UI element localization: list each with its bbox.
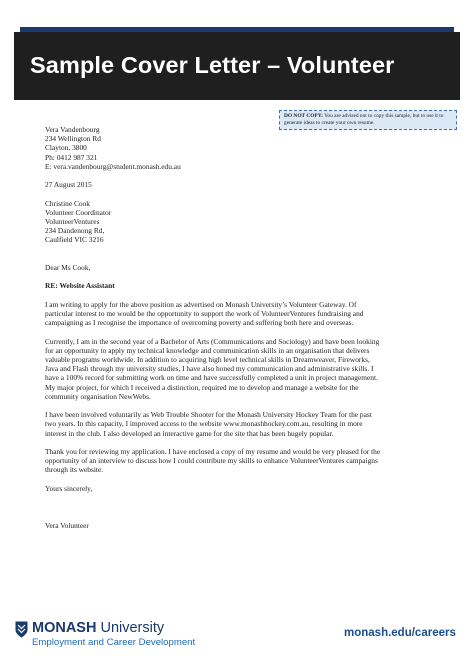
- salutation: Dear Ms Cook,: [45, 262, 91, 272]
- para-3-line-2: two years. In this capacity, I improved access to the website www.monashhockey.com.au, resulting in more: [45, 419, 363, 429]
- top-band: [0, 0, 474, 27]
- recipient-org: VolunteerVentures: [45, 217, 100, 226]
- recipient-name: Christine Cook: [45, 198, 90, 208]
- para-2-line-4: Java and Flash through my university studies, I have also honed my communication and administrative skills. I: [45, 364, 374, 374]
- sender-email: E: vera.vandenbourg@student.monash.edu.au: [45, 161, 181, 171]
- subject-line: RE: Website Assistant: [45, 281, 115, 291]
- para-1-line-3: campaigning as I recognise the importance of overcoming poverty and suffering both here and overseas.: [45, 318, 354, 328]
- sender-name: Vera Vandenbourg: [45, 125, 100, 134]
- sender-street: 234 Wellington Rd: [45, 134, 101, 144]
- para-2-line-1: Currently, I am in the second year of a Bachelor of Arts (Communications and Sociology) and have been looking: [45, 336, 380, 346]
- letter-date: 27 August 2015: [45, 180, 92, 190]
- para-1-line-1: I am writing to apply for the above position as advertised on Monash University’s Volunteer Gateway. Of: [45, 299, 357, 309]
- recipient-street: 234 Dandenong Rd,: [45, 226, 105, 236]
- page-title: Sample Cover Letter – Volunteer: [30, 52, 395, 78]
- para-3-line-3: interest in the club. I also developed an interactive game for the site that has been hugely popular.: [45, 428, 334, 438]
- notice-label: DO NOT COPY:: [284, 113, 323, 119]
- para-2-line-5: have a 100% record for submitting work on time and have successfully completed a unit in project management.: [45, 373, 378, 383]
- para-2-line-7: community organisation NewWebs.: [45, 391, 151, 401]
- sender-suburb: Clayton, 3800: [45, 143, 87, 153]
- recipient-title: Volunteer Coordinator: [45, 207, 112, 217]
- sender-phone: Ph: 0412 987 321: [45, 152, 98, 162]
- department-name: Employment and Career Development: [32, 637, 196, 648]
- para-4-line-1: Thank you for reviewing my application. I have enclosed a copy of my resume and would be very pleased for the: [45, 446, 381, 456]
- para-2-line-6: My major project, for which I received a distinction, required me to develop and manage a website for the: [45, 382, 359, 392]
- para-1-line-2: particular interest to me would be the opportunity to support the work of VolunteerVentures fundraising and: [45, 308, 364, 318]
- para-2-line-2: for an opportunity to apply my technical knowledge and communication skills in an organisation that delivers: [45, 345, 370, 355]
- logo-sub-text: University: [96, 620, 165, 636]
- para-4-line-2: opportunity of an interview to discuss how I could contribute my skills to enhance VolunteerVentures campaigns: [45, 456, 378, 466]
- signature: Vera Volunteer: [45, 520, 89, 530]
- para-2-line-3: valuable programs worldwide. In addition to acquiring high level technical skills in Dreamweaver, Fireworks,: [45, 354, 370, 364]
- logo-wordmark: [32, 620, 164, 636]
- closing: Yours sincerely,: [45, 483, 93, 493]
- monash-shield-icon: [15, 621, 28, 638]
- notice-text: You are advised not to copy this sample, but to use it to generate ideas to create your own resume.: [284, 113, 444, 126]
- para-3-line-1: I have been involved voluntarily as Web Trouble Shooter for the Monash University Hockey Team for the past: [45, 410, 372, 420]
- letter-body: [45, 125, 457, 530]
- recipient-suburb: Caulfield VIC 3216: [45, 235, 104, 245]
- careers-url[interactable]: monash.edu/careers: [344, 627, 456, 639]
- logo-main-text: MONASH: [32, 620, 97, 636]
- para-4-line-3: through its website.: [45, 465, 104, 475]
